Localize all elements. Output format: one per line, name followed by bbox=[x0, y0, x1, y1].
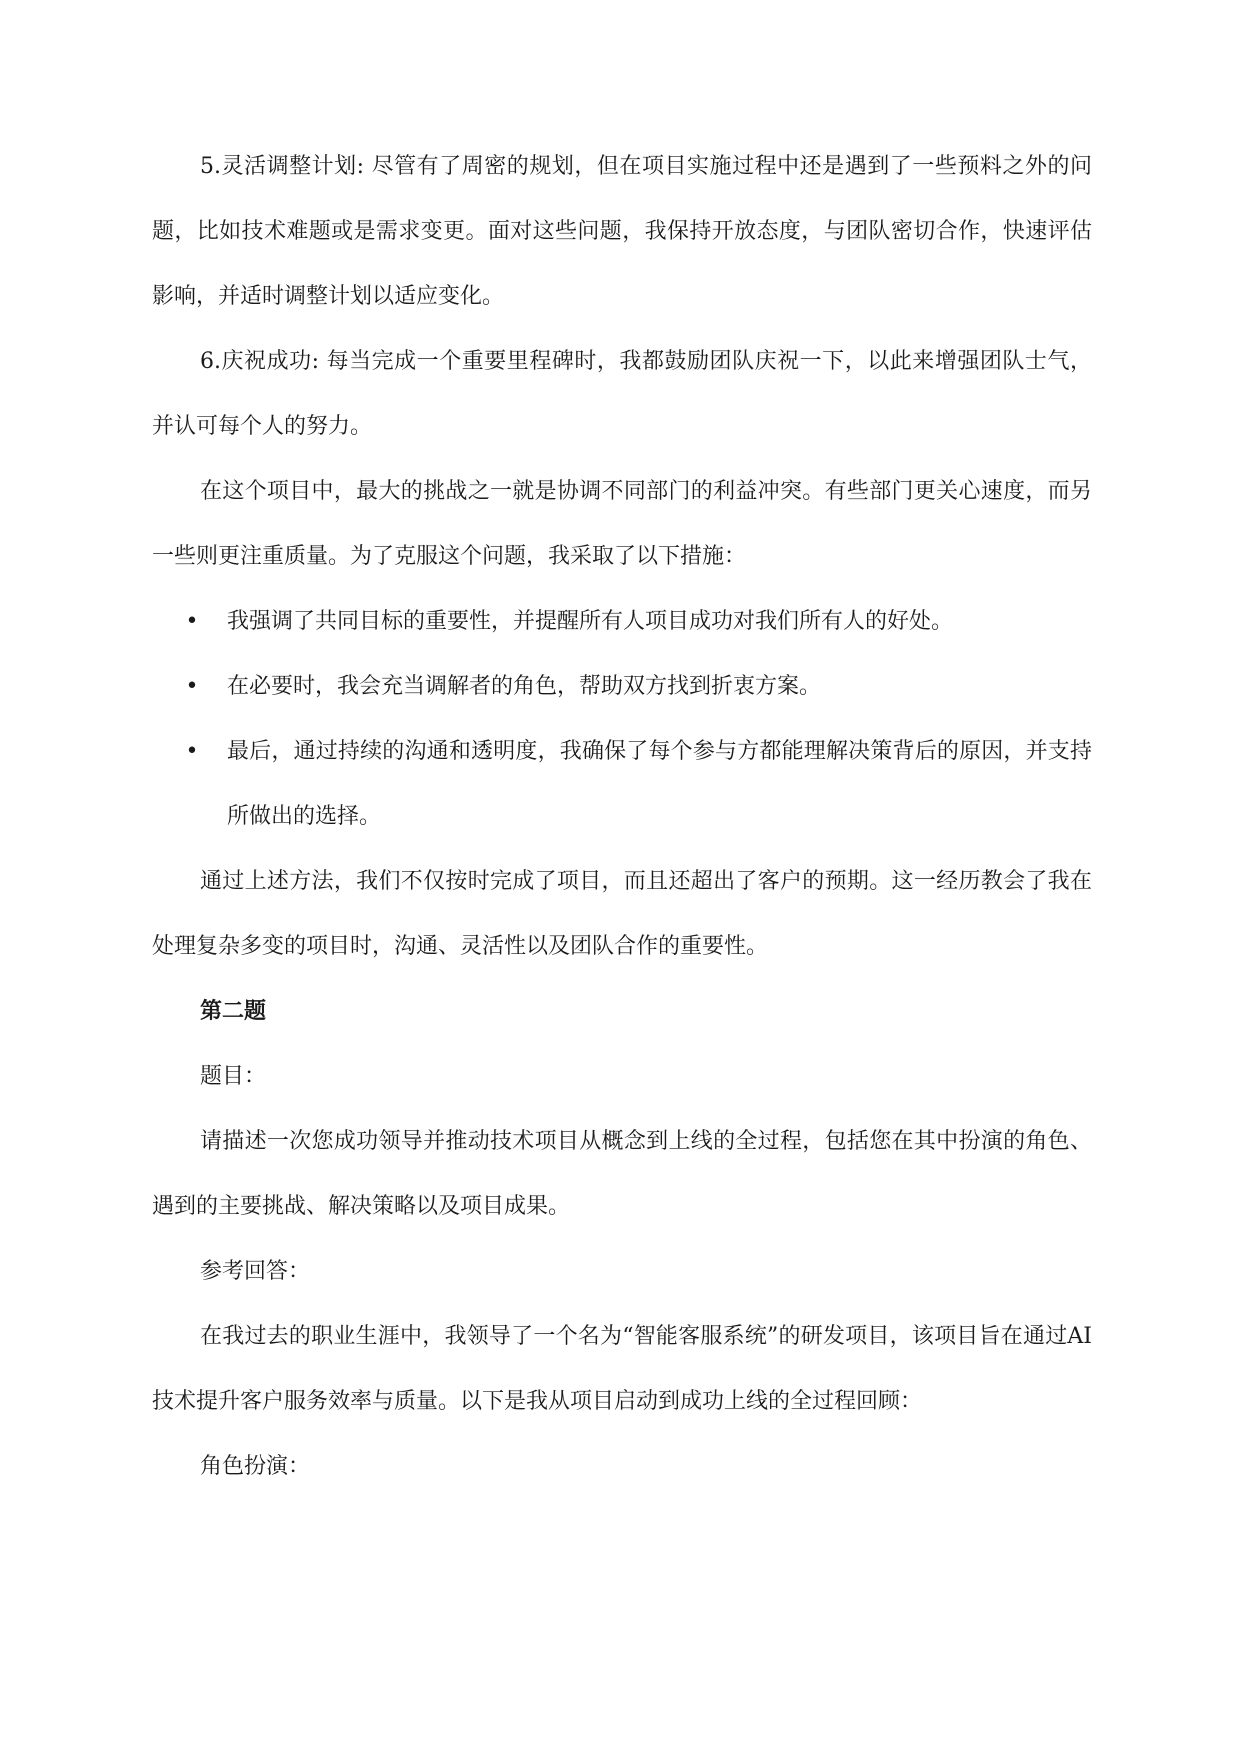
paragraph-flexible-plan: 5.灵活调整计划: 尽管有了周密的规划，但在项目实施过程中还是遇到了一些预料之外的问题，比如技术难题或是需求变更。面对这些问题，我保持开放态度，与团队密切合作，快速评估影响，并适时调整计划以适应变化。 bbox=[152, 154, 1092, 309]
question-label: 题目： bbox=[200, 1064, 267, 1089]
question-text: 请描述一次您成功领导并推动技术项目从概念到上线的全过程，包括您在其中扮演的角色、遇到的主要挑战、解决策略以及项目成果。 bbox=[152, 1129, 1092, 1219]
role-label: 角色扮演： bbox=[200, 1454, 311, 1479]
paragraph-conclusion: 通过上述方法，我们不仅按时完成了项目，而且还超出了客户的预期。这一经历教会了我在处理复杂多变的项目时，沟通、灵活性以及团队合作的重要性。 bbox=[152, 869, 1092, 959]
list-item-text: 我强调了共同目标的重要性，并提醒所有人项目成功对我们所有人的好处。 bbox=[227, 609, 954, 634]
paragraph-celebrate-success: 6.庆祝成功: 每当完成一个重要里程碑时，我都鼓励团队庆祝一下，以此来增强团队士气，并认可每个人的努力。 bbox=[152, 349, 1092, 439]
list-item-text: 最后，通过持续的沟通和透明度，我确保了每个参与方都能理解决策背后的原因，并支持所做出的选择。 bbox=[227, 739, 1092, 829]
answer-label: 参考回答： bbox=[200, 1259, 311, 1284]
paragraph-biggest-challenge: 在这个项目中，最大的挑战之一就是协调不同部门的利益冲突。有些部门更关心速度，而另一些则更注重质量。为了克服这个问题，我采取了以下措施： bbox=[152, 479, 1092, 569]
list-item bbox=[152, 589, 1092, 654]
bullet-icon: • bbox=[185, 674, 199, 699]
section-heading: 第二题 bbox=[200, 998, 267, 1024]
document-body bbox=[152, 134, 1092, 1499]
bullet-icon: • bbox=[185, 739, 199, 764]
list-item bbox=[152, 719, 1092, 849]
list-item-text: 在必要时，我会充当调解者的角色，帮助双方找到折衷方案。 bbox=[227, 674, 822, 699]
bullet-icon: • bbox=[185, 609, 199, 634]
list-item bbox=[152, 654, 1092, 719]
measures-list bbox=[152, 589, 1092, 849]
answer-intro: 在我过去的职业生涯中，我领导了一个名为“智能客服系统”的研发项目，该项目旨在通过AI技术提升客户服务效率与质量。以下是我从项目启动到成功上线的全过程回顾： bbox=[152, 1324, 1092, 1414]
